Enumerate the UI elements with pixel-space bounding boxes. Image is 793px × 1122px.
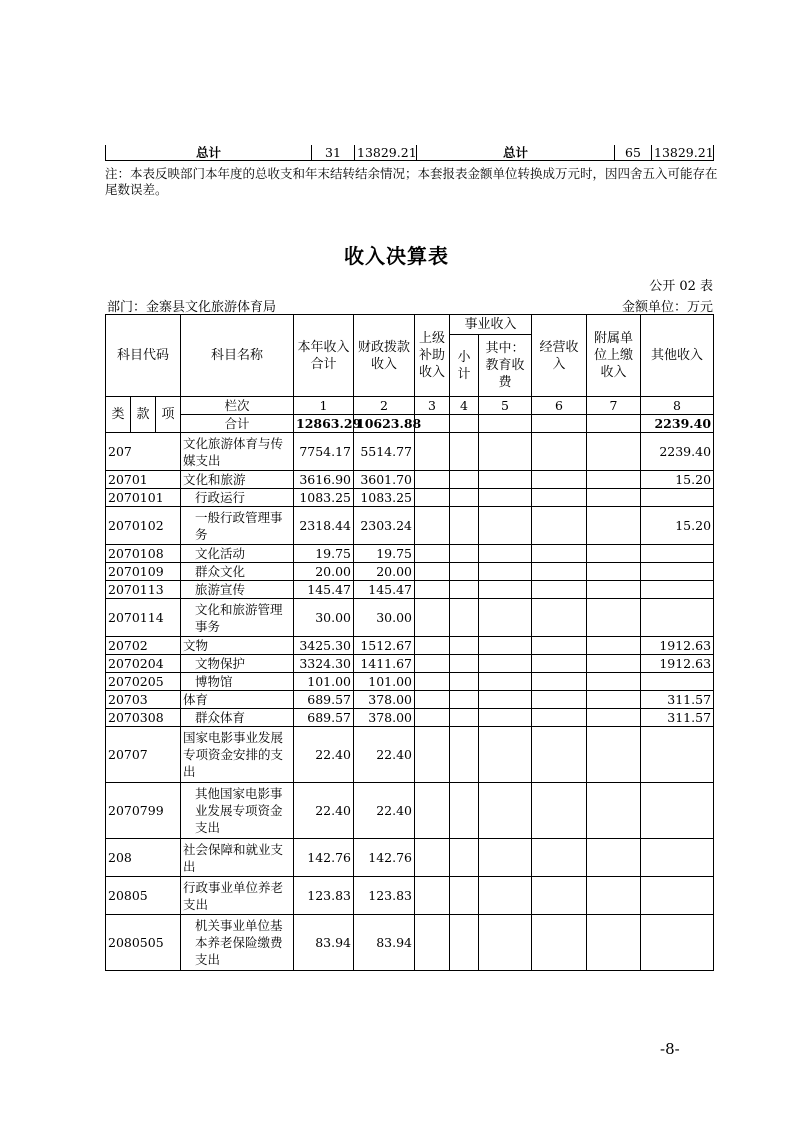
row-operating bbox=[532, 489, 587, 507]
row-other: 1912.63 bbox=[641, 637, 714, 655]
header-fiscal: 财政拨款收入 bbox=[354, 315, 415, 397]
amount-unit-label: 金额单位：万元 bbox=[621, 300, 713, 315]
row-subject-code: 208 bbox=[106, 839, 181, 877]
row-business-edu bbox=[479, 599, 532, 637]
total-row bbox=[106, 415, 714, 433]
table-row bbox=[106, 877, 714, 915]
row-total-income: 22.40 bbox=[294, 783, 354, 839]
row-subject-name: 社会保障和就业支出 bbox=[181, 839, 294, 877]
row-operating bbox=[532, 839, 587, 877]
table-row bbox=[106, 673, 714, 691]
row-subject-code: 2070114 bbox=[106, 599, 181, 637]
row-total-income: 123.83 bbox=[294, 877, 354, 915]
row-subject-name: 文物 bbox=[181, 637, 294, 655]
row-subject-name: 文化旅游体育与传媒支出 bbox=[181, 433, 294, 471]
page-number: -8- bbox=[660, 1040, 680, 1058]
row-affiliated bbox=[587, 783, 641, 839]
row-total-income: 689.57 bbox=[294, 691, 354, 709]
row-subject-code: 20805 bbox=[106, 877, 181, 915]
table-row bbox=[106, 471, 714, 489]
row-subject-name: 博物馆 bbox=[181, 673, 294, 691]
row-subject-code: 2070308 bbox=[106, 709, 181, 727]
row-operating bbox=[532, 599, 587, 637]
row-fiscal: 142.76 bbox=[354, 839, 415, 877]
row-total-income: 30.00 bbox=[294, 599, 354, 637]
row-subject-name: 文化活动 bbox=[181, 545, 294, 563]
row-business-edu bbox=[479, 655, 532, 673]
row-business-edu bbox=[479, 545, 532, 563]
column-no-8: 8 bbox=[641, 397, 714, 415]
row-business-edu bbox=[479, 637, 532, 655]
header-xiang: 项 bbox=[156, 397, 181, 433]
row-subject-code: 2070102 bbox=[106, 507, 181, 545]
row-fiscal: 83.94 bbox=[354, 915, 415, 971]
header-subject-code: 科目代码 bbox=[106, 315, 181, 397]
row-superior bbox=[415, 545, 450, 563]
form-number: 公开 02 表 bbox=[649, 279, 713, 294]
row-operating bbox=[532, 673, 587, 691]
row-superior bbox=[415, 673, 450, 691]
row-other: 311.57 bbox=[641, 691, 714, 709]
row-subject-code: 20702 bbox=[106, 637, 181, 655]
row-fiscal: 22.40 bbox=[354, 727, 415, 783]
row-superior bbox=[415, 489, 450, 507]
row-superior bbox=[415, 637, 450, 655]
row-superior bbox=[415, 507, 450, 545]
row-subject-code: 2070113 bbox=[106, 581, 181, 599]
row-total-income: 1083.25 bbox=[294, 489, 354, 507]
header-affiliated: 附属单位上缴收入 bbox=[587, 315, 641, 397]
row-business-edu bbox=[479, 727, 532, 783]
row-subject-code: 20707 bbox=[106, 727, 181, 783]
table-row bbox=[106, 563, 714, 581]
row-operating bbox=[532, 581, 587, 599]
row-other: 15.20 bbox=[641, 471, 714, 489]
row-subject-code: 2070108 bbox=[106, 545, 181, 563]
row-fiscal: 30.00 bbox=[354, 599, 415, 637]
row-business-subtotal bbox=[450, 507, 479, 545]
row-subject-code: 207 bbox=[106, 433, 181, 471]
row-other bbox=[641, 581, 714, 599]
table-row bbox=[106, 915, 714, 971]
row-subject-name: 旅游宣传 bbox=[181, 581, 294, 599]
row-subject-code: 20703 bbox=[106, 691, 181, 709]
column-no-7: 7 bbox=[587, 397, 641, 415]
column-no-4: 4 bbox=[450, 397, 479, 415]
row-total-income: 689.57 bbox=[294, 709, 354, 727]
row-business-edu bbox=[479, 673, 532, 691]
row-operating bbox=[532, 563, 587, 581]
row-subject-name: 一般行政管理事务 bbox=[181, 507, 294, 545]
row-subject-code: 20701 bbox=[106, 471, 181, 489]
row-affiliated bbox=[587, 563, 641, 581]
row-other bbox=[641, 673, 714, 691]
row-subject-code: 2070799 bbox=[106, 783, 181, 839]
row-other: 311.57 bbox=[641, 709, 714, 727]
row-operating bbox=[532, 655, 587, 673]
table-row bbox=[106, 783, 714, 839]
row-other bbox=[641, 839, 714, 877]
row-total-income: 83.94 bbox=[294, 915, 354, 971]
row-total-income: 2318.44 bbox=[294, 507, 354, 545]
header-subject-name: 科目名称 bbox=[181, 315, 294, 397]
total-row-col2: 10623.88 bbox=[354, 415, 415, 433]
row-fiscal: 101.00 bbox=[354, 673, 415, 691]
table-row bbox=[106, 709, 714, 727]
row-affiliated bbox=[587, 545, 641, 563]
row-business-subtotal bbox=[450, 783, 479, 839]
header-business-edu: 其中：教育收费 bbox=[479, 335, 532, 397]
row-operating bbox=[532, 727, 587, 783]
row-other bbox=[641, 599, 714, 637]
row-subject-name: 体育 bbox=[181, 691, 294, 709]
row-affiliated bbox=[587, 839, 641, 877]
table-row bbox=[106, 655, 714, 673]
row-business-edu bbox=[479, 489, 532, 507]
row-business-subtotal bbox=[450, 471, 479, 489]
row-total-income: 101.00 bbox=[294, 673, 354, 691]
row-business-subtotal bbox=[450, 599, 479, 637]
row-business-edu bbox=[479, 563, 532, 581]
column-no-1: 1 bbox=[294, 397, 354, 415]
row-business-subtotal bbox=[450, 915, 479, 971]
row-business-edu bbox=[479, 433, 532, 471]
row-fiscal: 123.83 bbox=[354, 877, 415, 915]
row-operating bbox=[532, 433, 587, 471]
row-business-edu bbox=[479, 691, 532, 709]
row-fiscal: 2303.24 bbox=[354, 507, 415, 545]
row-business-subtotal bbox=[450, 581, 479, 599]
table-row bbox=[106, 489, 714, 507]
row-other bbox=[641, 783, 714, 839]
row-affiliated bbox=[587, 471, 641, 489]
header-kuan: 款 bbox=[131, 397, 156, 433]
row-superior bbox=[415, 471, 450, 489]
header-business-subtotal: 小计 bbox=[450, 335, 479, 397]
table-row bbox=[106, 839, 714, 877]
row-other: 1912.63 bbox=[641, 655, 714, 673]
row-total-income: 7754.17 bbox=[294, 433, 354, 471]
row-operating bbox=[532, 915, 587, 971]
header-lei: 类 bbox=[106, 397, 131, 433]
table-row bbox=[106, 507, 714, 545]
total-row-col1: 12863.29 bbox=[294, 415, 354, 433]
row-affiliated bbox=[587, 599, 641, 637]
row-business-subtotal bbox=[450, 877, 479, 915]
row-other: 15.20 bbox=[641, 507, 714, 545]
row-subject-name: 其他国家电影事业发展专项资金支出 bbox=[181, 783, 294, 839]
row-business-edu bbox=[479, 507, 532, 545]
row-other: 2239.40 bbox=[641, 433, 714, 471]
row-superior bbox=[415, 877, 450, 915]
row-total-income: 3324.30 bbox=[294, 655, 354, 673]
row-fiscal: 378.00 bbox=[354, 691, 415, 709]
row-total-income: 19.75 bbox=[294, 545, 354, 563]
column-no-6: 6 bbox=[532, 397, 587, 415]
table-row bbox=[106, 545, 714, 563]
row-other bbox=[641, 915, 714, 971]
row-subject-name: 文化和旅游 bbox=[181, 471, 294, 489]
row-business-subtotal bbox=[450, 489, 479, 507]
row-business-subtotal bbox=[450, 709, 479, 727]
row-subject-name: 群众体育 bbox=[181, 709, 294, 727]
row-fiscal: 145.47 bbox=[354, 581, 415, 599]
department-label: 部门：金寨县文化旅游体育局 bbox=[107, 300, 277, 315]
summary-total-table bbox=[105, 145, 714, 161]
page-title: 收入决算表 bbox=[344, 244, 449, 268]
row-superior bbox=[415, 839, 450, 877]
row-subject-name: 群众文化 bbox=[181, 563, 294, 581]
table-row bbox=[106, 433, 714, 471]
row-affiliated bbox=[587, 433, 641, 471]
total-amount-right: 13829.21 bbox=[652, 145, 714, 161]
summary-total-row bbox=[106, 145, 714, 161]
header-business: 事业收入 bbox=[450, 315, 532, 335]
table-row bbox=[106, 727, 714, 783]
row-fiscal: 1083.25 bbox=[354, 489, 415, 507]
row-subject-name: 机关事业单位基本养老保险缴费支出 bbox=[181, 915, 294, 971]
row-total-income: 142.76 bbox=[294, 839, 354, 877]
total-row-col6 bbox=[532, 415, 587, 433]
row-other bbox=[641, 877, 714, 915]
row-business-subtotal bbox=[450, 563, 479, 581]
row-subject-code: 2080505 bbox=[106, 915, 181, 971]
row-subject-name: 文化和旅游管理事务 bbox=[181, 599, 294, 637]
row-affiliated bbox=[587, 915, 641, 971]
row-operating bbox=[532, 545, 587, 563]
row-superior bbox=[415, 433, 450, 471]
header-superior: 上级补助收入 bbox=[415, 315, 450, 397]
row-other bbox=[641, 545, 714, 563]
row-business-edu bbox=[479, 877, 532, 915]
row-business-subtotal bbox=[450, 839, 479, 877]
row-subject-code: 2070101 bbox=[106, 489, 181, 507]
table-note: 注：本表反映部门本年度的总收支和年末结转结余情况；本套报表金额单位转换成万元时，因四舍五入可能存在尾数误差。 bbox=[105, 166, 718, 197]
row-fiscal: 20.00 bbox=[354, 563, 415, 581]
row-business-edu bbox=[479, 839, 532, 877]
column-no-3: 3 bbox=[415, 397, 450, 415]
table-body bbox=[106, 433, 714, 971]
row-business-edu bbox=[479, 783, 532, 839]
row-affiliated bbox=[587, 709, 641, 727]
row-total-income: 3616.90 bbox=[294, 471, 354, 489]
row-subject-code: 2070205 bbox=[106, 673, 181, 691]
table-row bbox=[106, 599, 714, 637]
row-affiliated bbox=[587, 655, 641, 673]
total-label-left: 总计 bbox=[106, 145, 312, 161]
row-business-subtotal bbox=[450, 433, 479, 471]
row-business-subtotal bbox=[450, 637, 479, 655]
header-total-income: 本年收入合计 bbox=[294, 315, 354, 397]
income-table bbox=[105, 314, 714, 971]
row-superior bbox=[415, 655, 450, 673]
row-business-subtotal bbox=[450, 691, 479, 709]
total-label-right: 总计 bbox=[417, 145, 615, 161]
row-operating bbox=[532, 471, 587, 489]
row-operating bbox=[532, 783, 587, 839]
row-subject-name: 行政运行 bbox=[181, 489, 294, 507]
row-affiliated bbox=[587, 727, 641, 783]
row-fiscal: 19.75 bbox=[354, 545, 415, 563]
row-superior bbox=[415, 599, 450, 637]
row-affiliated bbox=[587, 877, 641, 915]
row-fiscal: 3601.70 bbox=[354, 471, 415, 489]
row-business-subtotal bbox=[450, 673, 479, 691]
row-subject-name: 行政事业单位养老支出 bbox=[181, 877, 294, 915]
row-superior bbox=[415, 691, 450, 709]
header-row-column-no bbox=[106, 397, 714, 415]
row-business-edu bbox=[479, 581, 532, 599]
row-business-subtotal bbox=[450, 727, 479, 783]
row-affiliated bbox=[587, 637, 641, 655]
total-row-col7 bbox=[587, 415, 641, 433]
total-amount-left: 13829.21 bbox=[355, 145, 417, 161]
total-row-label: 合计 bbox=[181, 415, 294, 433]
row-affiliated bbox=[587, 581, 641, 599]
table-row bbox=[106, 581, 714, 599]
row-superior bbox=[415, 727, 450, 783]
row-affiliated bbox=[587, 673, 641, 691]
total-line-right: 65 bbox=[615, 145, 652, 161]
row-fiscal: 1512.67 bbox=[354, 637, 415, 655]
header-row-1 bbox=[106, 315, 714, 335]
row-business-edu bbox=[479, 709, 532, 727]
row-total-income: 3425.30 bbox=[294, 637, 354, 655]
row-subject-code: 2070109 bbox=[106, 563, 181, 581]
total-row-col5 bbox=[479, 415, 532, 433]
row-affiliated bbox=[587, 489, 641, 507]
row-other bbox=[641, 563, 714, 581]
row-total-income: 20.00 bbox=[294, 563, 354, 581]
row-affiliated bbox=[587, 507, 641, 545]
header-other: 其他收入 bbox=[641, 315, 714, 397]
row-superior bbox=[415, 915, 450, 971]
header-operating: 经营收入 bbox=[532, 315, 587, 397]
total-row-col8: 2239.40 bbox=[641, 415, 714, 433]
row-subject-code: 2070204 bbox=[106, 655, 181, 673]
total-line-left: 31 bbox=[312, 145, 355, 161]
row-other bbox=[641, 489, 714, 507]
header-column-no: 栏次 bbox=[181, 397, 294, 415]
row-operating bbox=[532, 507, 587, 545]
row-total-income: 22.40 bbox=[294, 727, 354, 783]
row-operating bbox=[532, 709, 587, 727]
row-business-edu bbox=[479, 471, 532, 489]
row-operating bbox=[532, 637, 587, 655]
row-business-subtotal bbox=[450, 545, 479, 563]
row-business-edu bbox=[479, 915, 532, 971]
row-fiscal: 1411.67 bbox=[354, 655, 415, 673]
column-no-5: 5 bbox=[479, 397, 532, 415]
row-subject-name: 文物保护 bbox=[181, 655, 294, 673]
row-superior bbox=[415, 563, 450, 581]
row-fiscal: 378.00 bbox=[354, 709, 415, 727]
row-affiliated bbox=[587, 691, 641, 709]
row-other bbox=[641, 727, 714, 783]
row-operating bbox=[532, 877, 587, 915]
row-fiscal: 5514.77 bbox=[354, 433, 415, 471]
row-subject-name: 国家电影事业发展专项资金安排的支出 bbox=[181, 727, 294, 783]
table-row bbox=[106, 691, 714, 709]
row-superior bbox=[415, 709, 450, 727]
row-total-income: 145.47 bbox=[294, 581, 354, 599]
row-business-subtotal bbox=[450, 655, 479, 673]
row-fiscal: 22.40 bbox=[354, 783, 415, 839]
row-superior bbox=[415, 783, 450, 839]
row-operating bbox=[532, 691, 587, 709]
row-superior bbox=[415, 581, 450, 599]
column-no-2: 2 bbox=[354, 397, 415, 415]
total-row-col4 bbox=[450, 415, 479, 433]
table-row bbox=[106, 637, 714, 655]
